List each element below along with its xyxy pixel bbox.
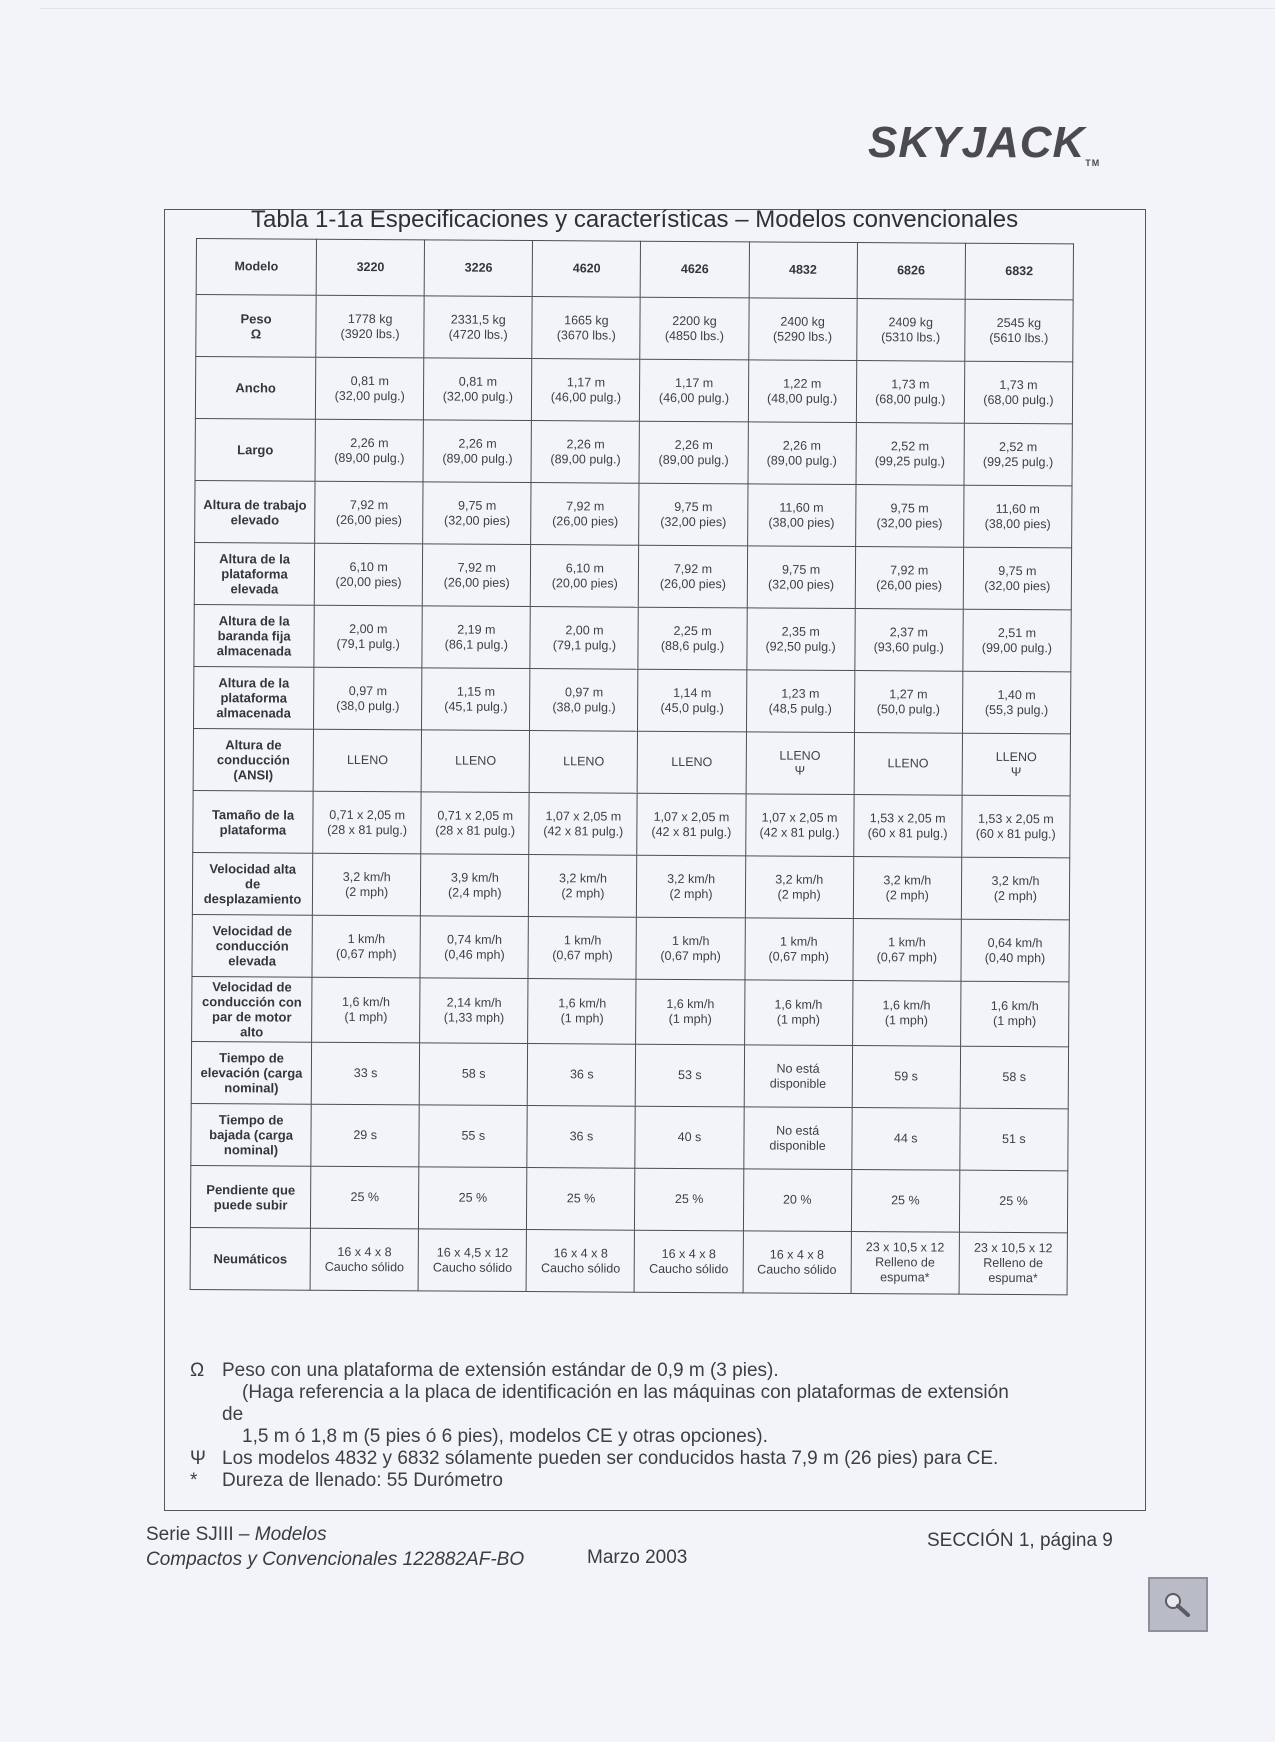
table-cell: 0,81 m (32,00 pulg.)	[424, 358, 532, 421]
row-header: Neumáticos	[190, 1227, 311, 1290]
table-cell: 16 x 4 x 8 Caucho sólido	[310, 1228, 418, 1291]
table-cell: 3,2 km/h (2 mph)	[529, 855, 637, 918]
specifications-table	[190, 238, 1074, 1295]
footnote-text: Peso con una plataforma de extensión estándar de 0,9 m (3 pies).	[222, 1360, 779, 1381]
table-cell: 25 %	[311, 1166, 419, 1229]
table-row	[190, 1165, 1067, 1232]
table-cell: 51 s	[960, 1108, 1069, 1171]
table-cell: 1,22 m (48,00 pulg.)	[748, 360, 856, 423]
table-cell: 2,35 m (92,50 pulg.)	[746, 608, 854, 671]
table-cell: 2331,5 kg (4720 lbs.)	[424, 296, 532, 359]
row-header: Altura de la plataforma almacenada	[194, 666, 315, 729]
table-cell: 1,6 km/h (1 mph)	[636, 979, 745, 1045]
logo-trademark: TM	[1085, 158, 1101, 168]
footnote-asterisk	[186, 1470, 1086, 1492]
table-cell: 2,26 m (89,00 pulg.)	[315, 419, 423, 482]
table-cell: 9,75 m (32,00 pies)	[423, 482, 531, 545]
table-cell: 23 x 10,5 x 12 Relleno de espuma*	[851, 1232, 959, 1295]
row-header: Altura de la baranda fija almacenada	[194, 604, 315, 667]
header-cell-model: 4620	[532, 241, 640, 298]
table-cell: 2,00 m (79,1 pulg.)	[530, 607, 638, 670]
table-cell: 53 s	[636, 1044, 744, 1107]
table-cell: 2,52 m (99,25 pulg.)	[964, 423, 1073, 486]
table-cell: 7,92 m (26,00 pies)	[422, 544, 530, 607]
table-cell: 3,2 km/h (2 mph)	[637, 855, 745, 918]
series-italic: Modelos	[254, 1524, 327, 1545]
table-cell: 1,73 m (68,00 pulg.)	[856, 361, 964, 424]
table-cell: LLENO	[313, 729, 421, 792]
table-cell: 11,60 m (38,00 pies)	[747, 484, 855, 547]
table-cell: 58 s	[419, 1043, 527, 1106]
table-cell: 9,75 m (32,00 pies)	[639, 483, 747, 546]
table-cell: 7,92 m (26,00 pies)	[639, 545, 747, 608]
table-cell: 1,53 x 2,05 m (60 x 81 pulg.)	[962, 795, 1071, 858]
table-cell: 2545 kg (5610 lbs.)	[965, 299, 1074, 362]
table-cell: 1 km/h (0,67 mph)	[636, 917, 744, 980]
table-cell: 25 %	[527, 1168, 635, 1231]
table-cell: 2,26 m (89,00 pulg.)	[639, 421, 747, 484]
table-cell: LLENO Ψ	[746, 732, 854, 795]
table-cell: 3,2 km/h (2 mph)	[312, 853, 420, 916]
table-cell: 0,74 km/h (0,46 mph)	[420, 916, 528, 979]
logo-text: SKYJACK	[868, 118, 1086, 167]
table-row	[194, 604, 1071, 671]
header-cell-model: 6826	[857, 243, 965, 300]
table-cell: 2200 kg (4850 lbs.)	[640, 297, 748, 360]
magnifier-icon	[1161, 1590, 1195, 1620]
table-cell: 1,53 x 2,05 m (60 x 81 pulg.)	[853, 795, 961, 858]
table-cell: 25 %	[419, 1167, 527, 1230]
table-row	[194, 542, 1071, 609]
table-cell: 1 km/h (0,67 mph)	[312, 915, 420, 978]
table-cell: 2,26 m (89,00 pulg.)	[748, 422, 856, 485]
table-cell: 59 s	[852, 1046, 960, 1109]
footnote-text: de	[222, 1404, 244, 1425]
footer-section: SECCIÓN 1, página 9	[927, 1530, 1113, 1551]
header-cell-model: 3226	[424, 240, 532, 297]
table-cell: 55 s	[419, 1105, 527, 1168]
table-cell: 11,60 m (38,00 pies)	[963, 485, 1072, 548]
table-row	[195, 480, 1072, 547]
table-cell: 29 s	[311, 1104, 419, 1167]
table-cell: LLENO	[421, 730, 529, 793]
table-cell: 20 %	[743, 1169, 851, 1232]
table-cell: 6,10 m (20,00 pies)	[531, 545, 639, 608]
table-cell: 1,27 m (50,0 pulg.)	[854, 671, 962, 734]
table-cell: 40 s	[635, 1106, 743, 1169]
table-row	[193, 790, 1070, 857]
asterisk-symbol: *	[190, 1470, 198, 1491]
table-cell: 9,75 m (32,00 pies)	[747, 546, 855, 609]
table-cell: 7,92 m (26,00 pies)	[315, 481, 423, 544]
table-cell: 1 km/h (0,67 mph)	[745, 918, 853, 981]
row-header: Ancho	[195, 357, 316, 420]
row-header: Tamaño de la plataforma	[193, 790, 314, 853]
table-cell: 1,17 m (46,00 pulg.)	[640, 359, 748, 422]
table-cell: 9,75 m (32,00 pies)	[963, 547, 1072, 610]
series-line2: Compactos y Convencionales	[146, 1549, 398, 1570]
table-cell: 1,40 m (55,3 pulg.)	[962, 671, 1071, 734]
row-header: Peso Ω	[196, 295, 317, 358]
table-cell: 1,17 m (46,00 pulg.)	[532, 359, 640, 422]
series-prefix: Serie SJIII –	[146, 1524, 255, 1545]
table-cell: 1,07 x 2,05 m (42 x 81 pulg.)	[745, 794, 853, 857]
header-cell-model: 3220	[316, 239, 424, 296]
table-cell: 1,6 km/h (1 mph)	[852, 981, 961, 1047]
table-cell: 2,25 m (88,6 pulg.)	[638, 607, 746, 670]
row-header: Tiempo de elevación (carga nominal)	[191, 1041, 312, 1104]
table-cell: 1,6 km/h (1 mph)	[528, 979, 637, 1045]
table-cell: 25 %	[635, 1168, 743, 1231]
table-cell: 1,14 m (45,0 pulg.)	[638, 669, 746, 732]
footnote-text: 1,5 m ó 1,8 m (5 pies ó 6 pies), modelos CE y otras opciones).	[242, 1426, 768, 1447]
footnote-omega	[186, 1360, 1086, 1382]
row-header: Largo	[195, 418, 316, 481]
table-cell: 2,26 m (89,00 pulg.)	[531, 421, 639, 484]
table-cell: 2,37 m (93,60 pulg.)	[855, 609, 963, 672]
table-cell: 3,2 km/h (2 mph)	[745, 856, 853, 919]
footnote-text: Los modelos 4832 y 6832 sólamente pueden ser conducidos hasta 7,9 m (26 pies) para CE.	[222, 1448, 999, 1469]
table-cell: 0,71 x 2,05 m (28 x 81 pulg.)	[421, 792, 529, 855]
table-cell: 0,64 km/h (0,40 mph)	[961, 919, 1070, 982]
row-header: Altura de conducción (ANSI)	[193, 728, 314, 791]
footer-series	[146, 1522, 566, 1572]
table-cell: 1,6 km/h (1 mph)	[960, 981, 1069, 1047]
table-cell: 23 x 10,5 x 12 Relleno de espuma*	[959, 1232, 1068, 1295]
footnote-text: (Haga referencia a la placa de identificación en las máquinas con plataformas de extensión	[242, 1382, 1009, 1403]
table-cell: 0,71 x 2,05 m (28 x 81 pulg.)	[313, 791, 421, 854]
table-cell: 2400 kg (5290 lbs.)	[748, 298, 856, 361]
psi-symbol: Ψ	[190, 1448, 206, 1469]
zoom-button[interactable]	[1148, 1577, 1208, 1632]
header-cell-model: 6832	[965, 243, 1074, 300]
table-cell: 0,97 m (38,0 pulg.)	[530, 669, 638, 732]
table-cell: No está disponible	[743, 1107, 851, 1170]
table-cell: 1,07 x 2,05 m (42 x 81 pulg.)	[637, 793, 745, 856]
table-row	[192, 914, 1069, 981]
table-cell: LLENO Ψ	[962, 733, 1071, 796]
table-row	[194, 666, 1071, 733]
table-cell: 1,73 m (68,00 pulg.)	[964, 361, 1073, 424]
table-cell: 2,52 m (99,25 pulg.)	[856, 423, 964, 486]
doc-code: 122882AF-BO	[397, 1549, 525, 1570]
table-cell: 2,19 m (86,1 pulg.)	[422, 606, 530, 669]
table-cell: 1,23 m (48,5 pulg.)	[746, 670, 854, 733]
footnote-text: Dureza de llenado: 55 Durómetro	[222, 1470, 503, 1491]
table-cell: 1665 kg (3670 lbs.)	[532, 297, 640, 360]
table-cell: LLENO	[638, 731, 746, 794]
table-cell: 16 x 4,5 x 12 Caucho sólido	[418, 1229, 526, 1292]
table-cell: 25 %	[851, 1170, 959, 1233]
table-cell: 7,92 m (26,00 pies)	[855, 547, 963, 610]
header-row	[196, 239, 1073, 300]
table-row	[196, 295, 1073, 362]
table-cell: 1778 kg (3920 lbs.)	[316, 295, 424, 358]
header-cell-modelo: Modelo	[196, 239, 316, 296]
table-cell: 44 s	[851, 1108, 959, 1171]
row-header: Pendiente que puede subir	[190, 1165, 311, 1228]
footnotes	[186, 1360, 1086, 1492]
table-cell: 3,2 km/h (2 mph)	[961, 857, 1070, 920]
table-row	[191, 1041, 1068, 1108]
table-cell: 2,00 m (79,1 pulg.)	[314, 605, 422, 668]
skyjack-logo	[868, 118, 1108, 174]
row-header: Velocidad de conducción con par de motor alto	[192, 976, 313, 1042]
table-cell: LLENO	[529, 731, 637, 794]
table-title: Tabla 1-1a Especificaciones y características – Modelos convencionales	[251, 206, 1019, 233]
table-cell: 3,2 km/h (2 mph)	[853, 857, 961, 920]
table-cell: 36 s	[528, 1044, 636, 1107]
table-cell: 1 km/h (0,67 mph)	[528, 917, 636, 980]
table-row	[191, 1103, 1068, 1170]
table-cell: No está disponible	[744, 1045, 852, 1108]
table-row	[192, 976, 1069, 1046]
table-row	[195, 418, 1072, 485]
row-header: Velocidad alta de desplazamiento	[192, 852, 313, 915]
table-cell: 16 x 4 x 8 Caucho sólido	[526, 1230, 634, 1293]
table-cell: LLENO	[854, 733, 962, 796]
footnote-omega-continuation	[186, 1404, 1086, 1426]
table-cell: 1,6 km/h (1 mph)	[312, 977, 421, 1043]
footer-date: Marzo 2003	[587, 1547, 688, 1568]
table-cell: 36 s	[527, 1106, 635, 1169]
header-cell-model: 4626	[641, 241, 749, 298]
table-cell: 9,75 m (32,00 pies)	[855, 485, 963, 548]
table-cell: 1,15 m (45,1 pulg.)	[422, 668, 530, 731]
table-cell: 1,07 x 2,05 m (42 x 81 pulg.)	[529, 793, 637, 856]
row-header: Velocidad de conducción elevada	[192, 914, 313, 977]
table-cell: 58 s	[960, 1046, 1069, 1109]
table-cell: 6,10 m (20,00 pies)	[314, 543, 422, 606]
footnote-omega-continuation	[186, 1426, 1086, 1448]
table-cell: 0,81 m (32,00 pulg.)	[316, 357, 424, 420]
omega-symbol: Ω	[190, 1360, 205, 1381]
table-cell: 2409 kg (5310 lbs.)	[856, 299, 964, 362]
table-row	[192, 852, 1069, 919]
table-row	[195, 357, 1072, 424]
table-cell: 2,26 m (89,00 pulg.)	[423, 420, 531, 483]
table-cell: 7,92 m (26,00 pies)	[531, 483, 639, 546]
table-cell: 16 x 4 x 8 Caucho sólido	[635, 1230, 743, 1293]
table-row	[190, 1227, 1067, 1294]
table-cell: 0,97 m (38,0 pulg.)	[314, 667, 422, 730]
table-cell: 16 x 4 x 8 Caucho sólido	[743, 1231, 851, 1294]
table-cell: 3,9 km/h (2,4 mph)	[421, 854, 529, 917]
header-cell-model: 4832	[749, 242, 857, 299]
table-row	[193, 728, 1070, 795]
table-cell: 33 s	[311, 1042, 419, 1105]
footnote-omega-continuation	[186, 1382, 1086, 1404]
row-header: Tiempo de bajada (carga nominal)	[191, 1103, 312, 1166]
table-cell: 2,14 km/h (1,33 mph)	[420, 978, 529, 1044]
table-cell: 1,6 km/h (1 mph)	[744, 980, 853, 1046]
table-cell: 1 km/h (0,67 mph)	[853, 919, 961, 982]
footnote-psi	[186, 1448, 1086, 1470]
table-cell: 2,51 m (99,00 pulg.)	[963, 609, 1072, 672]
table-cell: 25 %	[959, 1170, 1068, 1233]
row-header: Altura de trabajo elevado	[195, 480, 316, 543]
row-header: Altura de la plataforma elevada	[194, 542, 315, 605]
page-edge	[40, 0, 1275, 9]
